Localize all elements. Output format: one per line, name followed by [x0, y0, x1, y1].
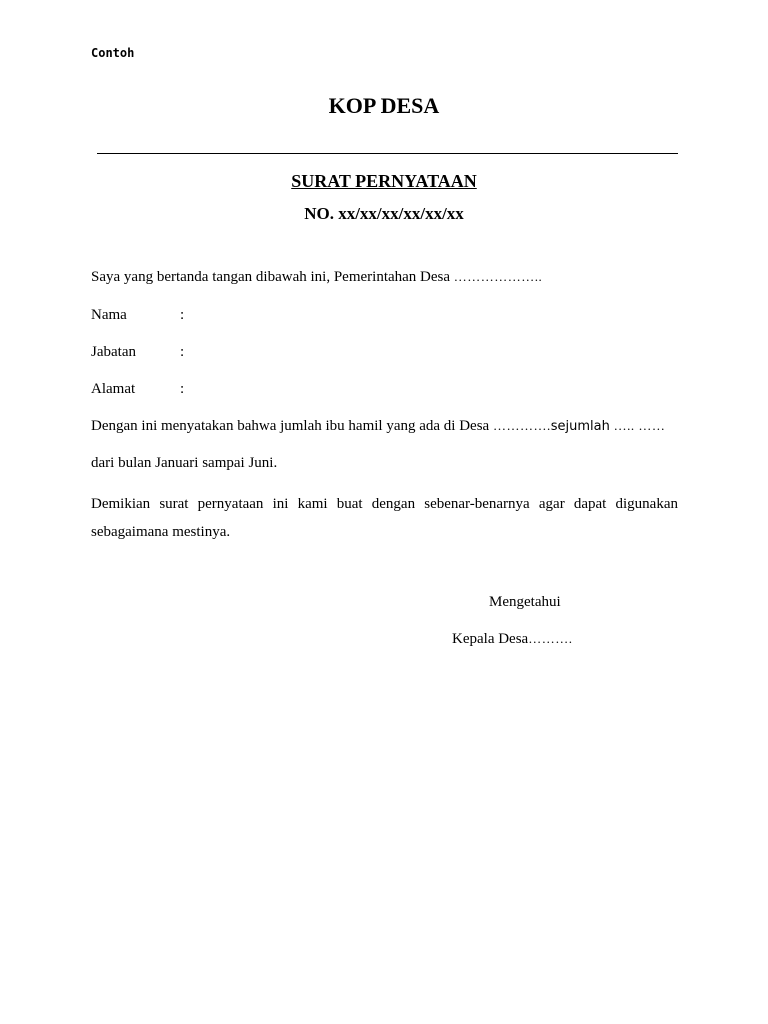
intro-village-blank: ……………….. [453, 269, 543, 284]
field-label-nama: Nama [91, 307, 127, 323]
field-colon-jabatan: : [180, 344, 185, 360]
sample-label: Contoh [91, 46, 135, 60]
signature-official-title: Kepala Desa [452, 631, 529, 647]
document-title [0, 171, 768, 192]
signature-acknowledged: Mengetahui [489, 594, 561, 610]
document-title-text: SURAT PERNYATAAN [291, 171, 477, 191]
intro-paragraph [91, 269, 542, 286]
statement-paragraph [91, 418, 665, 435]
letterhead-title: KOP DESA [328, 93, 440, 118]
field-label-alamat: Alamat [91, 381, 136, 397]
statement-text: Dengan ini menyatakan bahwa jumlah ibu hamil yang ada di Desa [91, 418, 490, 434]
closing-paragraph: Demikian surat pernyataan ini kami buat dengan sebenar-benarnya agar dapat digunakan sebagaimana mestinya. [91, 496, 678, 540]
field-colon-nama: : [180, 307, 185, 323]
field-label-jabatan: Jabatan [91, 344, 136, 360]
signature-official-blank: ………. [528, 631, 573, 646]
document-number: NO. xx/xx/xx/xx/xx/xx [304, 204, 464, 223]
statement-village-blank: …………. [492, 418, 551, 433]
signature-official [452, 631, 572, 648]
field-colon-alamat: : [180, 381, 185, 397]
statement-amount-blank: ….. …… [613, 418, 666, 433]
period-text: dari bulan Januari sampai Juni. [91, 455, 278, 471]
letterhead-divider [97, 153, 678, 154]
intro-text: Saya yang bertanda tangan dibawah ini, Pemerintahan Desa [91, 269, 451, 285]
statement-amount-label: sejumlah [550, 419, 610, 434]
